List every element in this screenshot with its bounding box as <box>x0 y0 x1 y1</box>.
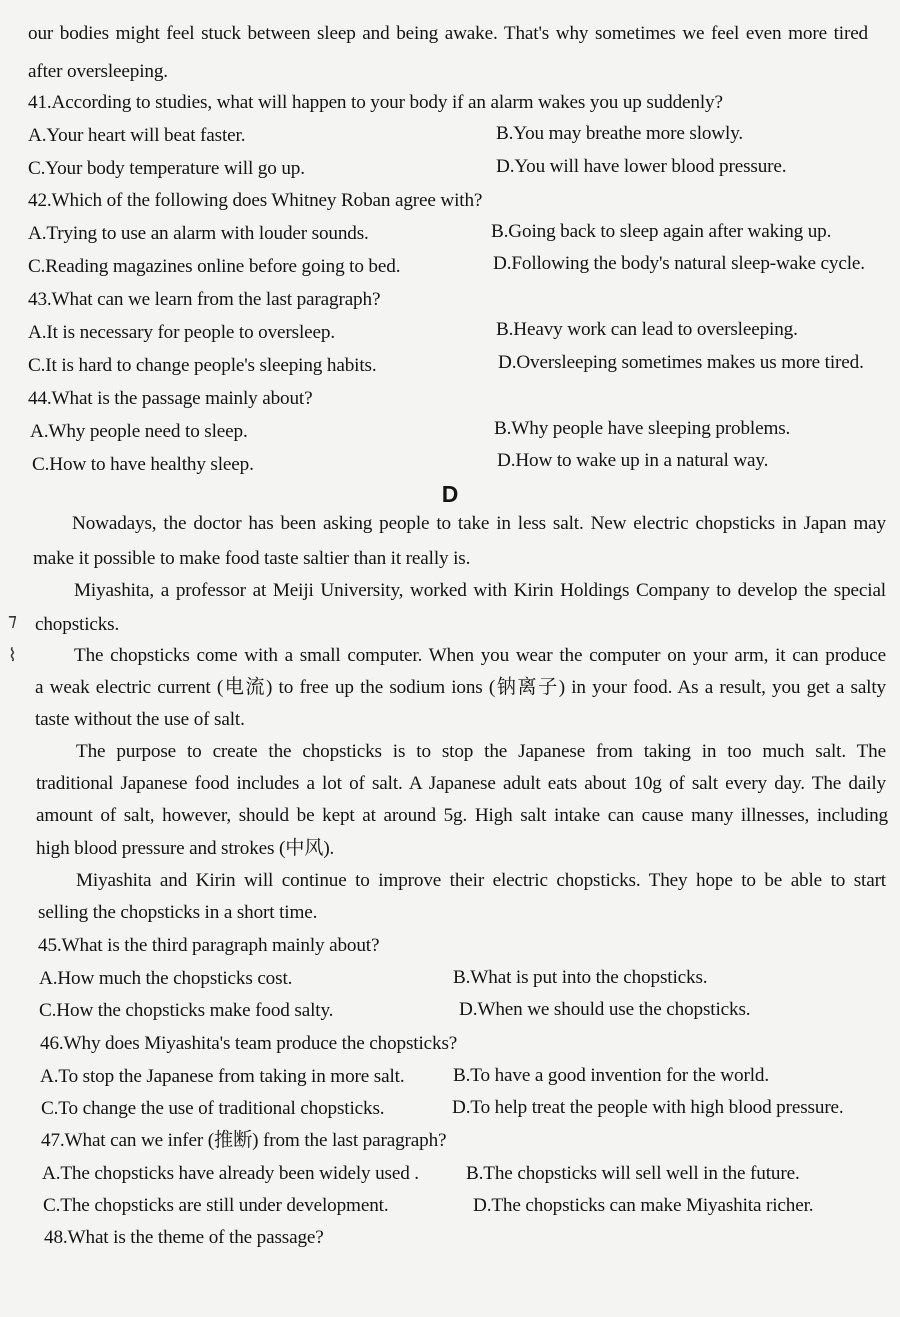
option-43-a: A.It is necessary for people to oversleep. <box>28 322 335 343</box>
passage-line: taste without the use of salt. <box>35 709 245 730</box>
passage-line: The purpose to create the chopsticks is to stop the Japanese from taking in too much salt. The <box>76 741 886 762</box>
question-stem-41: 41.According to studies, what will happen to your body if an alarm wakes you up suddenly? <box>28 92 723 113</box>
passage-line: after oversleeping. <box>28 61 168 82</box>
option-44-b: B.Why people have sleeping problems. <box>494 418 791 439</box>
option-47-b: B.The chopsticks will sell well in the future. <box>466 1163 800 1184</box>
option-43-c: C.It is hard to change people's sleeping habits. <box>28 355 377 376</box>
scan-mark: ⁊ <box>8 610 17 630</box>
passage-line: selling the chopsticks in a short time. <box>38 902 318 923</box>
option-42-d: D.Following the body's natural sleep-wake cycle. <box>493 253 865 274</box>
option-44-a: A.Why people need to sleep. <box>30 421 248 442</box>
passage-line: our bodies might feel stuck between sleep and being awake. That's why sometimes we feel even more tired <box>28 23 868 44</box>
option-46-a: A.To stop the Japanese from taking in more salt. <box>40 1066 405 1087</box>
question-stem-43: 43.What can we learn from the last paragraph? <box>28 289 381 310</box>
option-47-c: C.The chopsticks are still under development. <box>43 1195 389 1216</box>
passage-line: make it possible to make food taste saltier than it really is. <box>33 548 471 569</box>
question-stem-44: 44.What is the passage mainly about? <box>28 388 313 409</box>
option-43-d: D.Oversleeping sometimes makes us more tired. <box>498 352 864 373</box>
option-45-d: D.When we should use the chopsticks. <box>459 999 751 1020</box>
option-41-d: D.You will have lower blood pressure. <box>496 156 787 177</box>
question-stem-45: 45.What is the third paragraph mainly about? <box>38 935 380 956</box>
option-46-b: B.To have a good invention for the world. <box>453 1065 769 1086</box>
question-stem-48: 48.What is the theme of the passage? <box>44 1227 324 1248</box>
option-47-d: D.The chopsticks can make Miyashita richer. <box>473 1195 814 1216</box>
option-42-c: C.Reading magazines online before going to bed. <box>28 256 401 277</box>
passage-line: Miyashita, a professor at Meiji University, worked with Kirin Holdings Company to develop the special <box>74 580 886 601</box>
option-46-d: D.To help treat the people with high blood pressure. <box>452 1097 844 1118</box>
passage-line: chopsticks. <box>35 614 120 635</box>
passage-line: Nowadays, the doctor has been asking people to take in less salt. New electric chopsticks in Japan may <box>72 513 886 534</box>
option-41-a: A.Your heart will beat faster. <box>28 125 246 146</box>
passage-line: Miyashita and Kirin will continue to improve their electric chopsticks. They hope to be able to start <box>76 870 886 891</box>
question-stem-42: 42.Which of the following does Whitney Roban agree with? <box>28 190 483 211</box>
passage-line: traditional Japanese food includes a lot of salt. A Japanese adult eats about 10g of salt every day. The daily <box>36 773 886 794</box>
passage-line: The chopsticks come with a small computer. When you wear the computer on your arm, it can produce <box>74 645 886 666</box>
passage-line: high blood pressure and strokes (中风). <box>36 838 335 859</box>
scan-mark: ⌇ <box>8 645 17 665</box>
option-44-d: D.How to wake up in a natural way. <box>497 450 769 471</box>
option-46-c: C.To change the use of traditional chopsticks. <box>41 1098 385 1119</box>
option-45-a: A.How much the chopsticks cost. <box>39 968 293 989</box>
option-47-a: A.The chopsticks have already been widely used . <box>42 1163 419 1184</box>
option-41-c: C.Your body temperature will go up. <box>28 158 305 179</box>
question-stem-47: 47.What can we infer (推断) from the last paragraph? <box>41 1130 447 1151</box>
passage-line: amount of salt, however, should be kept at around 5g. High salt intake can cause many illnesses, including <box>36 805 888 826</box>
section-heading: D <box>441 481 459 507</box>
option-42-b: B.Going back to sleep again after waking up. <box>491 221 832 242</box>
option-41-b: B.You may breathe more slowly. <box>496 123 744 144</box>
option-45-c: C.How the chopsticks make food salty. <box>39 1000 334 1021</box>
option-45-b: B.What is put into the chopsticks. <box>453 967 708 988</box>
option-43-b: B.Heavy work can lead to oversleeping. <box>496 319 798 340</box>
option-42-a: A.Trying to use an alarm with louder sounds. <box>28 223 369 244</box>
passage-line: a weak electric current (电流) to free up the sodium ions (钠离子) in your food. As a result, you get a salty <box>35 677 886 698</box>
option-44-c: C.How to have healthy sleep. <box>32 454 254 475</box>
question-stem-46: 46.Why does Miyashita's team produce the chopsticks? <box>40 1033 458 1054</box>
